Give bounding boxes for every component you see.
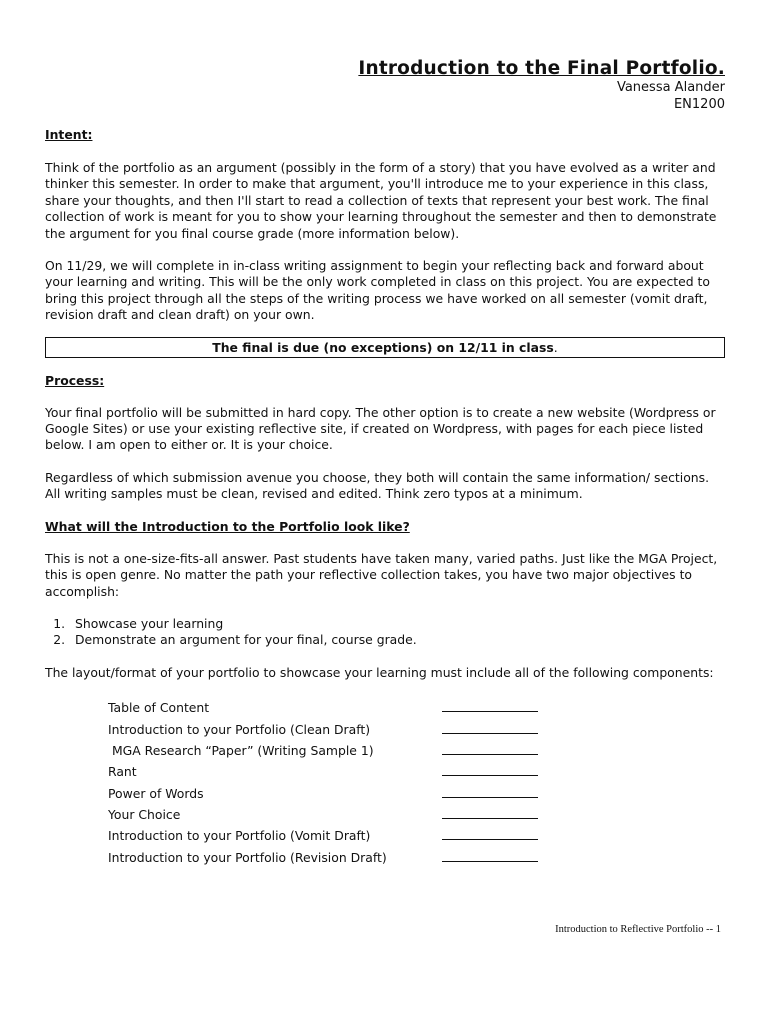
intent-paragraph-1: Think of the portfolio as an argument (possibly in the form of a story) that you have evolved as a writer and thinker this semester. In order to make that argument, you'll introduce me to your experience in this class, share your thoughts, and then I'll start to read a collection of texts that represent your best work. The final collection of work is meant for you to show your learning throughout the semester and then to demonstrate the argument for you final course grade (more information below). (45, 160, 717, 241)
checklist-item-label: Power of Words (108, 785, 204, 801)
document-title: Introduction to the Final Portfolio. (358, 58, 725, 79)
checklist-row (108, 763, 538, 784)
checklist-row (108, 827, 538, 848)
checklist-blank-line (442, 763, 538, 776)
checklist-blank-line (442, 721, 538, 734)
checklist-item-label: Introduction to your Portfolio (Vomit Draft) (108, 828, 371, 844)
checklist-row (108, 849, 538, 870)
objectives-list (45, 616, 725, 649)
objective-item: 2. Demonstrate an argument for your final, course grade. (69, 632, 725, 648)
checklist-item-label: Your Choice (108, 807, 181, 823)
process-heading: Process: (45, 372, 105, 388)
process-paragraph-1: Your final portfolio will be submitted in hard copy. The other option is to create a new website (Wordpress or Google Sites) or use your existing reflective site, if created on Wordpress, with pages for each piece listed below. I am open to either or. It is your choice. (45, 404, 716, 453)
checklist-item-label: Table of Content (108, 700, 210, 716)
checklist-item-label: Introduction to your Portfolio (Clean Draft) (108, 721, 371, 737)
due-date-box (45, 337, 725, 358)
checklist-blank-line (442, 742, 538, 755)
checklist-blank-line (442, 699, 538, 712)
checklist-item-label: Introduction to your Portfolio (Revision Draft) (108, 849, 387, 865)
intent-heading: Intent: (45, 127, 93, 142)
course-code: EN1200 (673, 97, 725, 112)
checklist-row (108, 785, 538, 806)
due-date-text: The final is due (no exceptions) on 12/11 in class (212, 339, 554, 355)
process-paragraph-2: Regardless of which submission avenue you choose, they both will contain the same information/ sections. All writing samples must be clean, revised and edited. Think zero typos at a minimum. (45, 469, 710, 502)
checklist-item-label: Rant (108, 764, 137, 780)
intro-section-heading: What will the Introduction to the Portfolio look like? (45, 518, 410, 534)
checklist-blank-line (442, 785, 538, 798)
checklist-row (108, 699, 538, 720)
intro-paragraph-1: This is not a one-size-fits-all answer. Past students have taken many, varied paths. Just like the MGA Project, this is open genre. No matter the path your reflective collection takes, you have two major objectives to accomplish: (45, 550, 718, 599)
author-name: Vanessa Alander (616, 80, 725, 95)
checklist-item-label: MGA Research “Paper” (Writing Sample 1) (108, 742, 374, 758)
intent-paragraph-2: On 11/29, we will complete in in-class writing assignment to begin your reflecting back and forward about your learning and writing. This will be the only work completed in class on this project. You are expected to bring this project through all the steps of the writing process we have worked on all semester (vomit draft, revision draft and clean draft) on your own. (45, 258, 710, 323)
checklist-row (108, 721, 538, 742)
checklist-blank-line (442, 806, 538, 819)
checklist-row (108, 742, 538, 763)
due-date-period: . (553, 339, 558, 355)
checklist-blank-line (442, 849, 538, 862)
intro-paragraph-2: The layout/format of your portfolio to showcase your learning must include all of the following components: (45, 664, 714, 680)
checklist-row (108, 806, 538, 827)
page-footer: Introduction to Reflective Portfolio -- 1 (555, 924, 721, 935)
components-checklist (108, 699, 538, 870)
document-page (45, 58, 725, 870)
checklist-blank-line (442, 827, 538, 840)
objective-item: 1. Showcase your learning (69, 616, 725, 632)
